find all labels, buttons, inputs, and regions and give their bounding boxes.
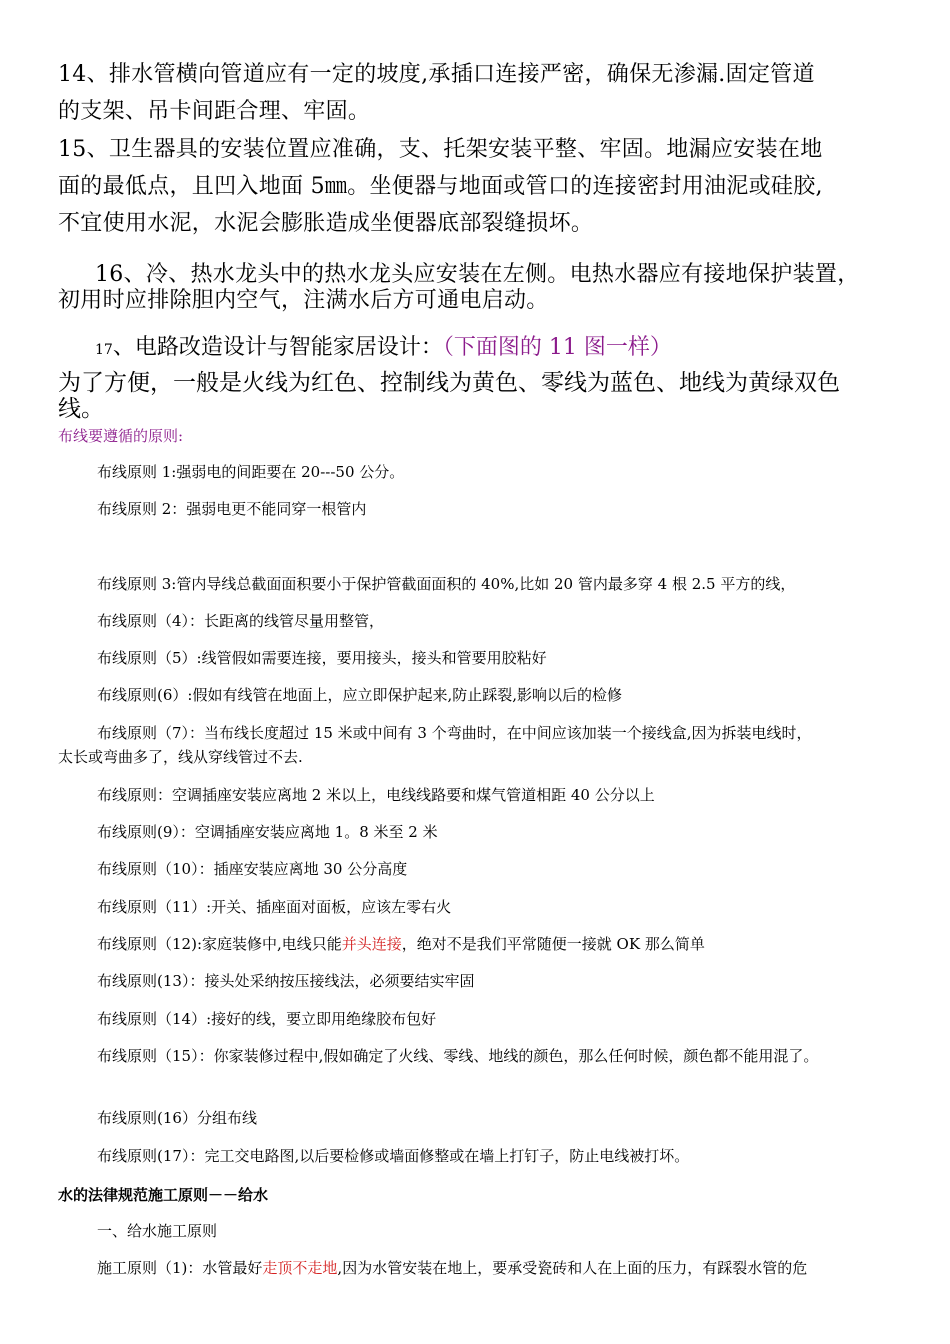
item-14-line-1: 14、排水管横向管道应有一定的坡度,承插口连接严密，确保无渗漏.固定管道 [58, 62, 815, 87]
wire-colors-line-2: 线。 [58, 396, 104, 422]
wire-colors-line-1: 为了方便，一般是火线为红色、控制线为黄色、零线为蓝色、地线为黄绿双色 [58, 370, 840, 396]
rule-6: 布线原则(6）:假如有线管在地面上，应立即保护起来,防止踩裂,影响以后的检修 [97, 686, 622, 704]
item-15-line-1: 15、卫生器具的安装位置应准确，支、托架安装平整、牢固。地漏应安装在地 [58, 137, 823, 162]
item-17-number: 17 [95, 342, 113, 358]
rule-1: 布线原则 1:强弱电的间距要在 20---50 公分。 [97, 463, 405, 481]
rule-8: 布线原则：空调插座安装应离地 2 米以上，电线线路要和煤气管道相距 40 公分以上 [97, 786, 655, 804]
item-17-title: 、电路改造设计与智能家居设计： [112, 335, 443, 360]
rule-7-line-2: 太长或弯曲多了，线从穿线管过不去. [58, 748, 303, 766]
rule-3: 布线原则 3:管内导线总截面面积要小于保护管截面面积的 40%,比如 20 管内最多穿 4 根 2.5 平方的线， [97, 575, 796, 593]
item-16-line-1: 16、冷、热水龙头中的热水龙头应安装在左侧。电热水器应有接地保护装置， [95, 262, 860, 287]
rule-2: 布线原则 2：强弱电更不能同穿一根管内 [97, 500, 367, 518]
rule-4: 布线原则（4）：长距离的线管尽量用整管， [97, 612, 385, 630]
water-principle-1-part-1: 施工原则（1)：水管最好 [97, 1259, 263, 1277]
rules-heading: 布线要遵循的原则: [58, 427, 184, 445]
water-principle-1 [97, 1258, 807, 1278]
rule-17: 布线原则(17）：完工交电路图,以后要检修或墙面修整或在墙上打钉子，防止电线被打坏。 [97, 1147, 690, 1165]
rule-7-line-1: 布线原则（7）：当布线长度超过 15 米或中间有 3 个弯曲时，在中间应该加装一个接线盒,因为拆装电线时， [97, 724, 812, 742]
water-principle-1-part-2: ,因为水管安装在地上，要承受瓷砖和人在上面的压力，有踩裂水管的危 [337, 1259, 808, 1277]
rule-12-part-2: ，绝对不是我们平常随便一接就 OK 那么简单 [401, 935, 705, 953]
rule-9: 布线原则(9）：空调插座安装应离地 1。8 米至 2 米 [97, 823, 438, 841]
water-principle-1-highlight: 走顶不走地 [262, 1259, 338, 1277]
rule-10: 布线原则（10）：插座安装应离地 30 公分高度 [97, 860, 408, 878]
item-14-line-2: 的支架、吊卡间距合理、牢固。 [58, 99, 371, 124]
item-15-line-2: 面的最低点，且凹入地面 5㎜。坐便器与地面或管口的连接密封用油泥或硅胶, [58, 174, 823, 199]
item-17-note: （下面图的 11 图一样） [442, 335, 672, 360]
item-17-heading [95, 333, 672, 365]
water-subheading: 一、给水施工原则 [97, 1222, 218, 1240]
water-section-heading: 水的法律规范施工原则－－给水 [58, 1186, 269, 1204]
item-15-line-3: 不宜使用水泥，水泥会膨胀造成坐便器底部裂缝损坏。 [58, 211, 594, 236]
item-16-line-2: 初用时应排除胆内空气，注满水后方可通电启动。 [58, 288, 549, 313]
rule-12-highlight: 并头连接 [341, 935, 402, 953]
rule-5: 布线原则（5）:线管假如需要连接，要用接头，接头和管要用胶粘好 [97, 649, 547, 667]
rule-12 [97, 934, 705, 954]
rule-12-part-1: 布线原则（12):家庭装修中,电线只能 [97, 935, 342, 953]
rule-14: 布线原则（14）:接好的线，要立即用绝缘胶布包好 [97, 1010, 437, 1028]
rule-13: 布线原则(13）：接头处采纳按压接线法，必须要结实牢固 [97, 972, 475, 990]
rule-16: 布线原则(16）分组布线 [97, 1109, 257, 1127]
rule-15: 布线原则（15）：你家装修过程中,假如确定了火线、零线、地线的颜色，那么任何时候，颜色都不能用混了。 [97, 1047, 819, 1065]
rule-11: 布线原则（11）:开关、插座面对面板，应该左零右火 [97, 898, 452, 916]
